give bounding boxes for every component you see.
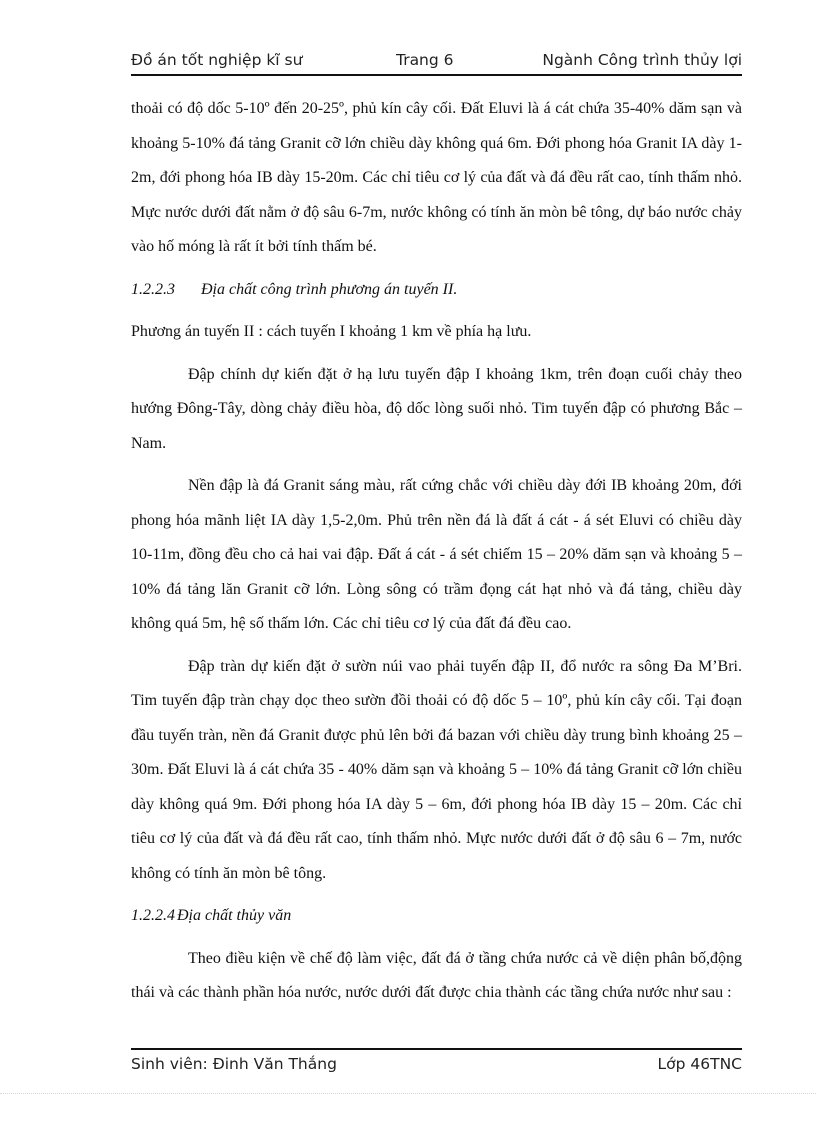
paragraph-main-dam: Đập chính dự kiến đặt ở hạ lưu tuyến đập I khoảng 1km, trên đoạn cuối chảy theo hướng Đông-Tây, dòng chảy điều hòa, độ dốc lòng suối nhỏ. Tim tuyến đập có phương Bắc – Nam. <box>131 365 742 452</box>
header-page-number: Trang 6 <box>396 51 454 69</box>
footer-class-code: Lớp 46TNC <box>657 1055 742 1073</box>
paragraph-dam-foundation: Nền đập là đá Granit sáng màu, rất cứng chắc với chiều dày đới IB khoảng 20m, đới phong hóa mãnh liệt IA dày 1,5-2,0m. Phủ trên nền đá là đất á cát - á sét Eluvi có chiều dày 10-11m, đồng đều cho cả hai vai đập. Đất á cát - á sét chiếm 15 – 20% dăm sạn và khoảng 5 – 10% đá tảng lăn Granit cỡ lớn. Lòng sông có trầm đọng cát hạt nhỏ và đá tảng, chiều dày không quá 5m, hệ số thấm lớn. Các chỉ tiêu cơ lý của đất đá đều cao. <box>131 477 742 632</box>
paragraph-geology-route-1-continued: thoải có độ dốc 5-10º đến 20-25º, phủ kín cây cối. Đất Eluvi là á cát chứa 35-40% dăm sạn và khoảng 5-10% đá tảng Granit cỡ lớn chiều dày không quá 6m. Đới phong hóa Granit IA dày 1-2m, đới phong hóa IB dày 15-20m. Các chỉ tiêu cơ lý của đất và đá đều rất cao, tính thấm nhỏ. Mực nước dưới đất nằm ở độ sâu 6-7m, nước không có tính ăn mòn bê tông, dự báo nước chảy vào hố móng là rất ít bởi tính thấm bé. <box>131 100 742 255</box>
paragraph-route-2-location: Phương án tuyến II : cách tuyến I khoảng 1 km về phía hạ lưu. <box>131 323 532 340</box>
section-heading-1-2-2-4 <box>131 899 742 934</box>
header-discipline: Ngành Công trình thủy lợi <box>542 51 742 69</box>
page-footer <box>131 1048 742 1078</box>
footer-student-name: Sinh viên: Đinh Văn Thắng <box>131 1055 337 1073</box>
paragraph-spillway: Đập tràn dự kiến đặt ở sườn núi vao phải tuyến đập II, đổ nước ra sông Đa M’Bri. Tim tuyến đập tràn chạy dọc theo sườn đồi thoải có độ dốc 5 – 10º, phủ kín cây cối. Tại đoạn đầu tuyến tràn, nền đá Granit được phủ lên bởi đá bazan với chiều dày trung bình khoảng 25 – 30m. Đất Eluvi là á cát chứa 35 - 40% dăm sạn và khoảng 5 – 10% đá tảng Granit cỡ lớn chiều dày không quá 9m. Đới phong hóa IA dày 5 – 6m, đới phong hóa IB dày 15 – 20m. Các chỉ tiêu cơ lý của đất và đá đều rất cao, tính thấm nhỏ. Mực nước dưới đất ở độ sâu 6 – 7m, nước không có tính ăn mòn bê tông. <box>131 657 742 882</box>
section-number: 1.2.2.4 <box>131 907 175 924</box>
section-title: Địa chất công trình phương án tuyến II. <box>201 280 458 298</box>
section-title: Địa chất thủy văn <box>177 907 292 924</box>
section-heading-1-2-2-3 <box>131 273 742 308</box>
page-edge-divider <box>0 1093 816 1094</box>
page-header <box>131 48 742 76</box>
page-body <box>131 92 742 1011</box>
paragraph-hydrogeology: Theo điều kiện về chế độ làm việc, đất đá ở tầng chứa nước cả về diện phân bố,động thái và các thành phần hóa nước, nước dưới đất được chia thành các tầng chứa nước như sau : <box>131 949 742 1001</box>
header-document-type: Đồ án tốt nghiệp kĩ sư <box>131 51 303 69</box>
section-number: 1.2.2.3 <box>131 280 175 298</box>
